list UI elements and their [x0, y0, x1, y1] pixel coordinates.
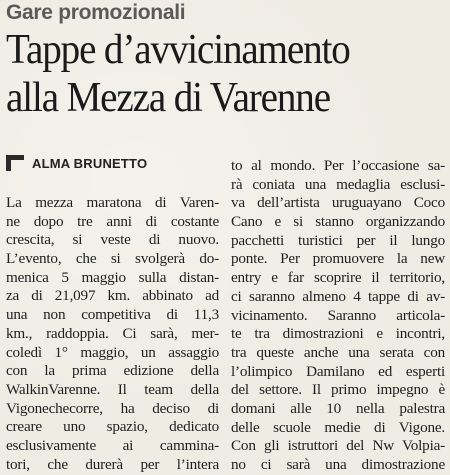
article-text-line: ponte. Per promuovere la new — [231, 250, 445, 268]
article-text-line: La mezza maratona di Varen- — [6, 194, 219, 211]
article-text-line: Con gli istruttori del Nw Volpia- — [231, 437, 445, 455]
article-text-line: Vigonechecorre, ha deciso di — [6, 399, 219, 417]
article-text-line: del settore. Il primo impegno è — [231, 381, 445, 399]
article-column-left — [6, 194, 219, 474]
article-text-line: ci saranno almeno 4 tappe di av- — [231, 287, 445, 305]
article-text-line: rà coniata una medaglia esclusi- — [231, 175, 445, 193]
article-text-line: l’olimpico Damilano ed esperti — [231, 362, 445, 380]
headline-line: alla Mezza di Varenne — [6, 75, 330, 121]
headline-line: Tappe d’avvicinamento — [6, 27, 350, 73]
article-text-line: entry e far scoprire il territorio, — [231, 269, 445, 287]
article-text-line: domani alle 10 nella palestra — [231, 399, 445, 417]
article-text-line: L’evento, che si svolgerà do- — [6, 250, 219, 268]
article-text-line: te tra dimostrazioni e incontri, — [231, 325, 445, 343]
article-text-line: WalkinVarenne. Il team della — [6, 380, 219, 398]
article-text-line: una non competitiva di 11,3 — [6, 306, 219, 324]
article-text-line: Cano e si stanno organizzando — [231, 213, 445, 231]
article-text-line: delle scuole medie di Vigone. — [231, 418, 445, 436]
article-text-line: no ci sarà una dimostrazione — [231, 456, 445, 473]
article-text-line: km., raddoppia. Ci sarà, mer- — [6, 324, 219, 342]
article-column-right — [231, 157, 445, 475]
article-text-line: coledì 1° maggio, un assaggio — [6, 343, 219, 361]
article-text-line: esclusivamente ai cammina- — [6, 436, 219, 454]
article-text-line: crescita, si veste di nuovo. — [6, 231, 219, 249]
article-text-line: za di 21,097 km. abbinato ad — [6, 287, 219, 305]
article-text-line: con la prima edizione della — [6, 362, 219, 380]
author-name: ALMA BRUNETTO — [32, 155, 148, 171]
article-text-line: tra queste anche una serata con — [231, 343, 445, 361]
section-kicker: Gare promozionali — [6, 1, 186, 24]
article-text-line: va dell’artista uruguayano Coco — [231, 194, 445, 212]
article-text-line: to al mondo. Per l’occasione sa- — [231, 157, 445, 174]
byline-corner-icon — [6, 155, 26, 171]
article-text-line: vicinamento. Saranno articola- — [231, 306, 445, 324]
byline — [6, 152, 147, 174]
article-text-line: menica 5 maggio sulla distan- — [6, 268, 219, 286]
article-text-line: tori, che durerà per l’intera — [6, 455, 219, 473]
article-text-line: ne dopo tre anni di costante — [6, 212, 219, 230]
article-text-line: creare uno spazio, dedicato — [6, 418, 219, 436]
article-text-line: pacchetti turistici per il lungo — [231, 231, 445, 249]
article-headline — [6, 26, 415, 122]
